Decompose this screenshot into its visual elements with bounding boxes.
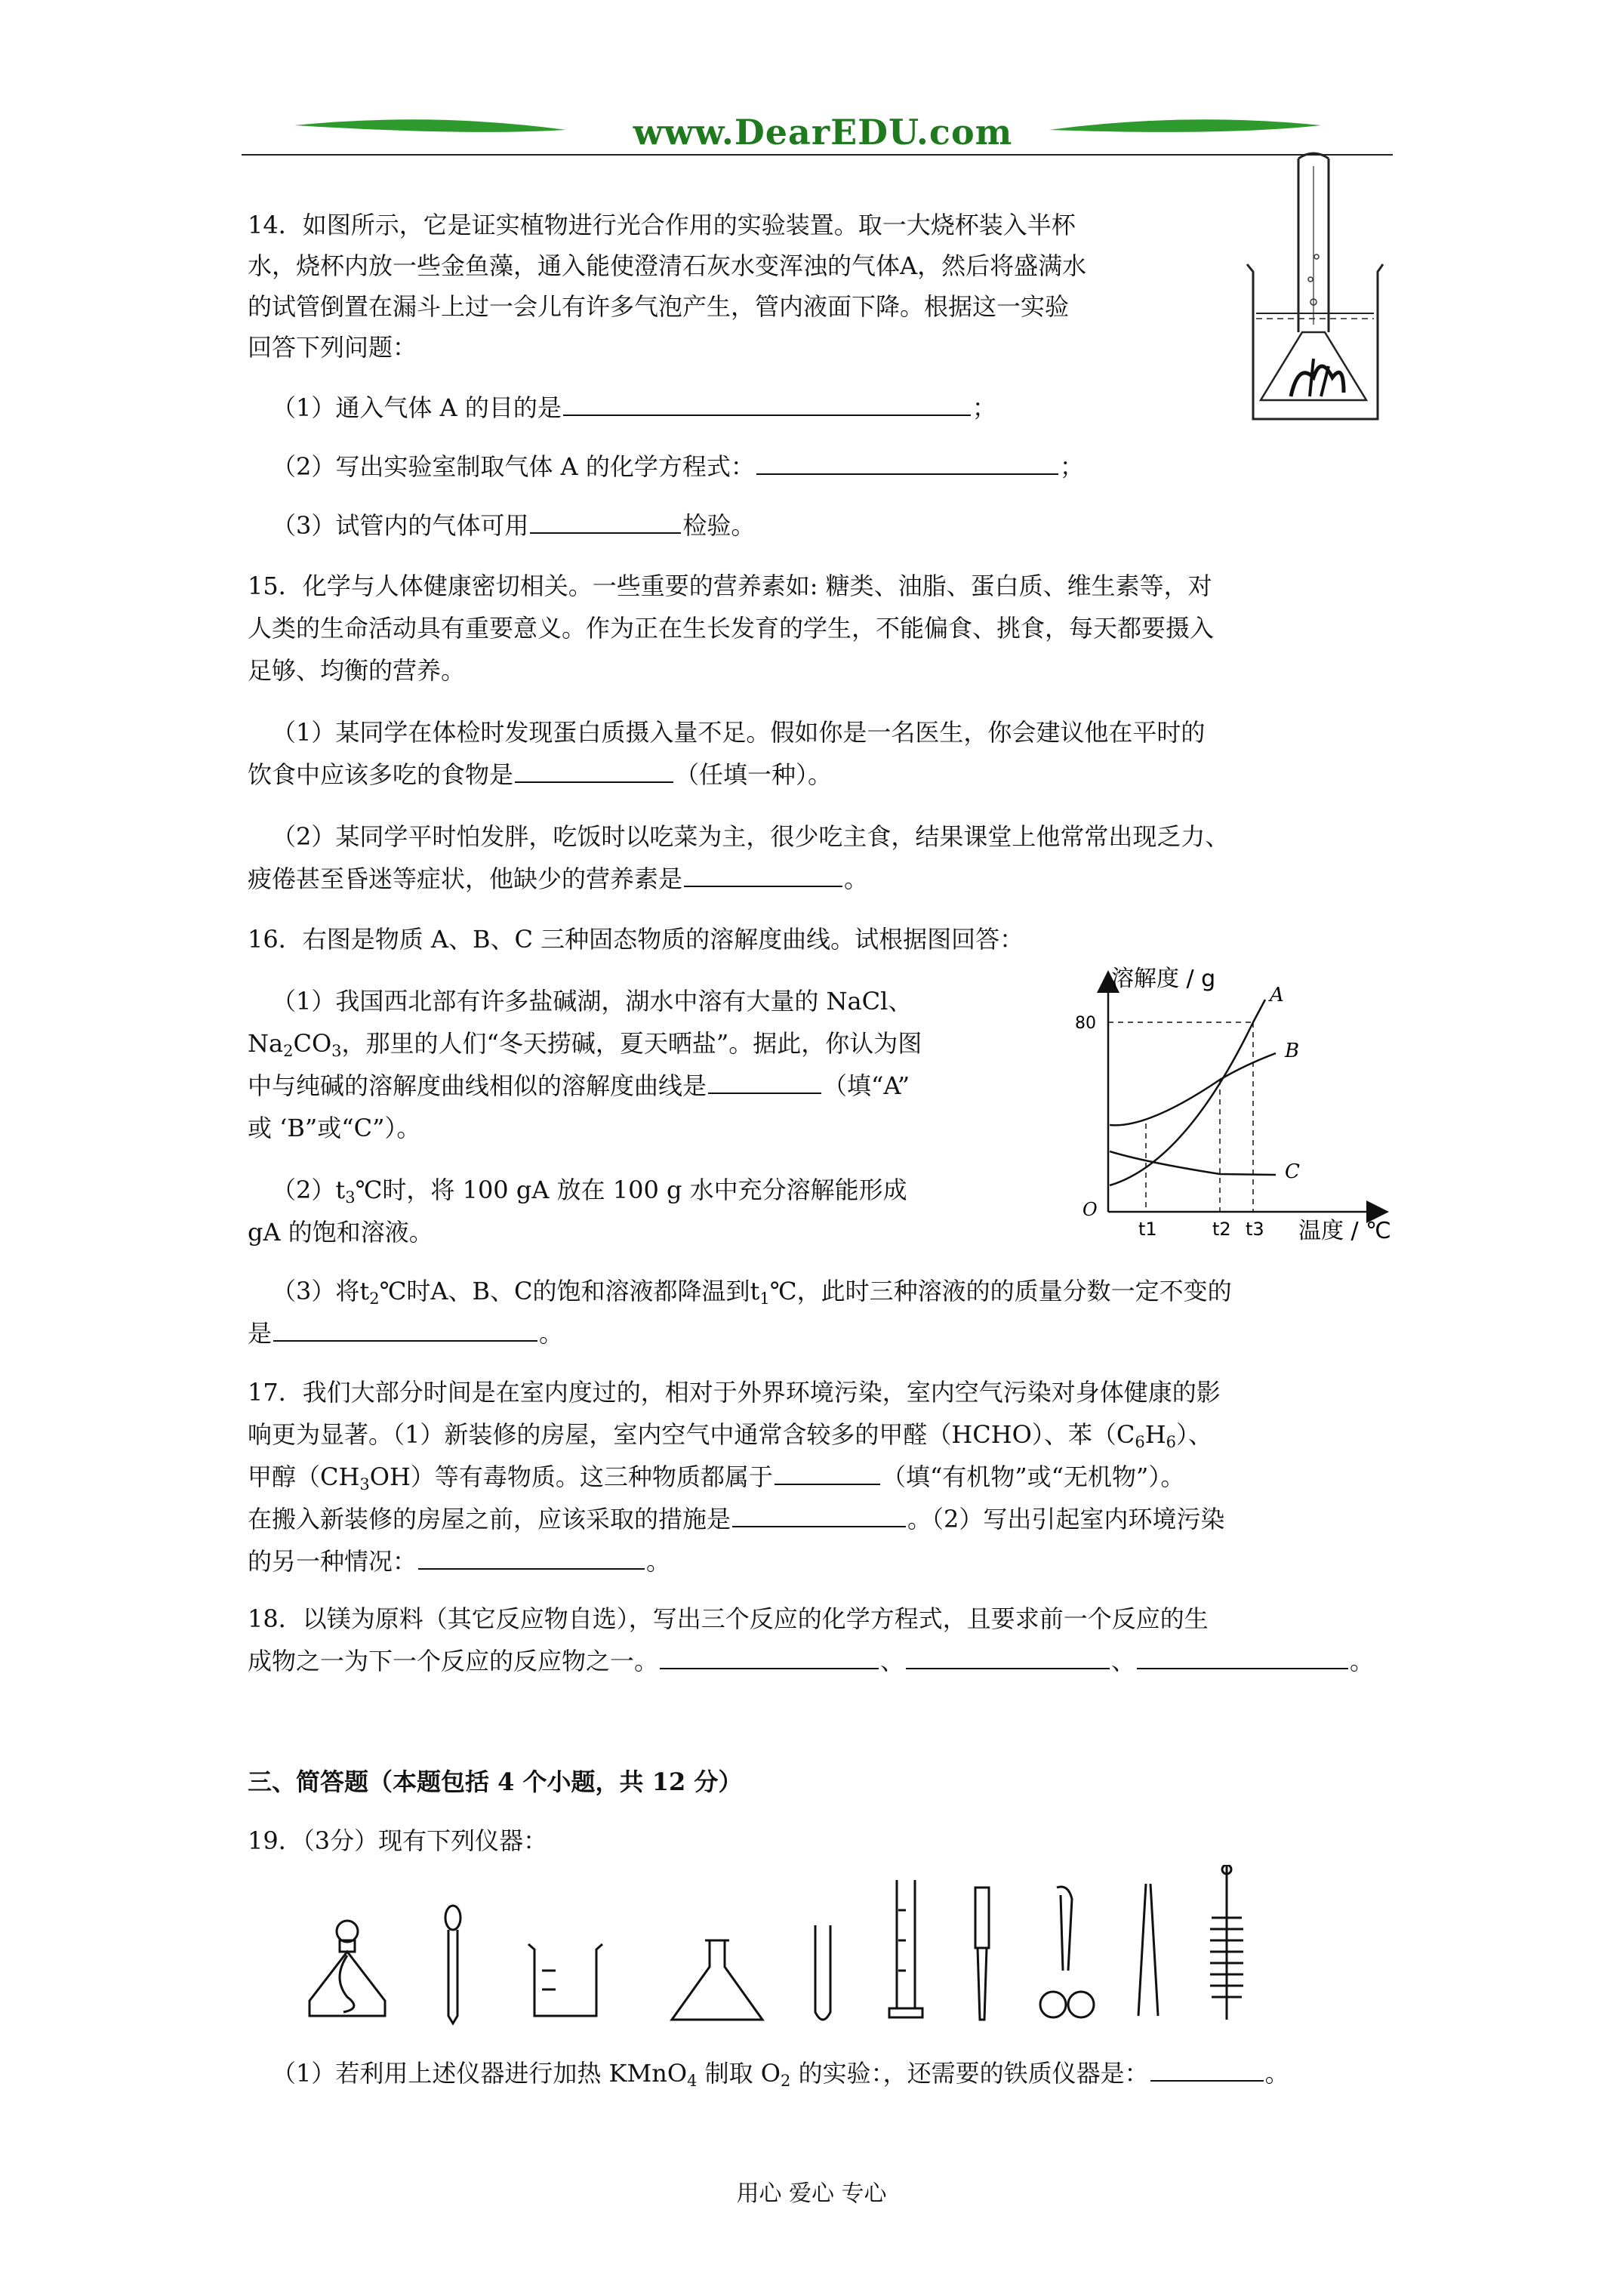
q15-part2-end: 。	[844, 864, 869, 893]
q18-line1: 18．以镁为原料（其它反应物自选），写出三个反应的化学方程式，且要求前一个反应的生	[248, 1604, 1209, 1633]
section3-title: 三、简答题（本题包括 4 个小题，共 12 分）	[248, 1767, 743, 1796]
q14-part2	[272, 444, 1084, 489]
x-tick-t3: t3	[1246, 1219, 1264, 1240]
q16-part3-sub-b: 1	[759, 1290, 770, 1308]
beaker-icon	[528, 1944, 602, 2016]
curve-C	[1110, 1151, 1276, 1175]
q17-sub-3: 3	[359, 1475, 370, 1493]
q16-part1-line4: 或 ‘B”或“C”）。	[248, 1114, 421, 1142]
test-tube-icon	[815, 1925, 830, 2020]
q17-line2-h: H	[1144, 1420, 1166, 1449]
q17-line4	[248, 1496, 1224, 1542]
crucible-tongs-icon	[1040, 1887, 1094, 2017]
q14-line3: 的试管倒置在漏斗上过一会儿有许多气泡产生，管内液面下降。根据这一实验	[248, 292, 1070, 321]
q18-blank-1[interactable]	[660, 1642, 879, 1669]
graduated-cylinder-icon	[889, 1880, 922, 2017]
q15-part1-line1: （1）某同学在体检时发现蛋白质摄入量不足。假如你是一名医生，你会建议他在平时的	[272, 718, 1206, 747]
q17-line5	[248, 1539, 670, 1584]
q19-part1-e: 的实验：，还需要的铁质仪器是：	[790, 2059, 1149, 2088]
q17-sub-h6: 6	[1166, 1433, 1177, 1451]
test-tube-holder-icon	[975, 1888, 989, 2020]
q14-part1-text: （1）通入气体 A 的目的是	[272, 393, 562, 422]
q17-line3-end: （填“有机物”或“无机物”）。	[881, 1462, 1185, 1491]
q14-part3	[272, 503, 755, 548]
q18-end: 。	[1350, 1647, 1375, 1675]
q14-part2-text: （2）写出实验室制取气体 A 的化学方程式：	[272, 452, 755, 481]
q15-part1-end: （任填一种）。	[675, 760, 833, 789]
q18-blank-3[interactable]	[1137, 1642, 1348, 1669]
q15-line3: 足够、均衡的营养。	[248, 656, 466, 685]
q17-blank-2[interactable]	[732, 1500, 906, 1527]
q17-line2-end: ）、	[1176, 1420, 1213, 1449]
y-tick-80: 80	[1075, 1014, 1096, 1033]
q14-part1-end: ；	[972, 393, 996, 422]
q16-co: CO	[293, 1029, 332, 1058]
q16-part1-end: （填“A”	[823, 1071, 910, 1100]
q14-part3-blank[interactable]	[530, 507, 681, 534]
q19-part1-c: 制取 O	[697, 2059, 781, 2088]
series-label-B: B	[1285, 1040, 1300, 1062]
photosynthesis-apparatus-figure	[1238, 151, 1389, 430]
q17-line4-b: 。（2）写出引起室内环境污染	[907, 1505, 1225, 1533]
q15-part1-line2	[248, 752, 832, 797]
q16-part3-sub-a: 2	[369, 1290, 380, 1308]
x-axis-label: 温度 / ℃	[1298, 1218, 1391, 1244]
q16-part3-c: ℃时A、B、C的饱和溶液都降温到t	[379, 1277, 760, 1305]
q16-part3-blank[interactable]	[273, 1314, 537, 1342]
instruments-figure	[302, 1865, 1359, 2031]
q19-line1: 19．（3分）现有下列仪器：	[248, 1826, 548, 1855]
q17-line2-a: 响更为显著。（1）新装修的房屋，室内空气中通常含较多的甲醛（HCHO）、苯（C	[248, 1420, 1135, 1449]
q16-part1-line3	[248, 1063, 910, 1108]
q16-part1-text: 中与纯碱的溶解度曲线相似的溶解度曲线是	[248, 1071, 707, 1100]
q18-sep-2: 、	[1111, 1647, 1136, 1675]
q18-line2-text: 成物之一为下一个反应的反应物之一。	[248, 1647, 659, 1675]
q17-line3	[248, 1454, 1184, 1499]
q16-part2-c: ℃时，将 100 gA 放在 100 g 水中充分溶解能形成	[355, 1176, 907, 1204]
q17-line5-end: 。	[646, 1547, 671, 1576]
q15-line2: 人类的生命活动具有重要意义。作为正在生长发育的学生，不能偏食、挑食，每天都要摄入	[248, 614, 1215, 643]
q16-part3-line1	[272, 1268, 1232, 1314]
q17-line4-a: 在搬入新装修的房屋之前，应该采取的措施是	[248, 1505, 731, 1533]
q14-part1	[272, 385, 996, 430]
series-label-A: A	[1270, 984, 1284, 1006]
q14-line2: 水，烧杯内放一些金鱼藻，通入能使澄清石灰水变浑浊的气体A，然后将盛满水	[248, 251, 1087, 280]
q16-na: Na	[248, 1029, 284, 1058]
q17-blank-1[interactable]	[775, 1458, 880, 1485]
header-rule	[242, 154, 1393, 156]
q17-sub-c6: 6	[1135, 1433, 1145, 1451]
q15-part1-text: 饮食中应该多吃的食物是	[248, 760, 514, 789]
site-title: www.DearEDU.com	[633, 112, 1013, 153]
q14-part3-text: （3）试管内的气体可用	[272, 511, 529, 540]
q19-part1-end: 。	[1264, 2059, 1289, 2088]
conical-flask-icon	[672, 1940, 762, 2020]
q14-part2-end: ；	[1059, 452, 1084, 481]
q14-part1-blank[interactable]	[563, 389, 971, 416]
q17-line2	[248, 1412, 1212, 1457]
q15-part1-blank[interactable]	[515, 756, 673, 783]
q16-part2-sub: 3	[345, 1188, 356, 1207]
q16-part3-line2	[248, 1311, 563, 1356]
q19-part1-blank[interactable]	[1150, 2054, 1264, 2082]
curve-B	[1110, 1053, 1276, 1125]
q17-line3-a: 甲醇（CH	[248, 1462, 360, 1491]
q17-line5-text: 的另一种情况：	[248, 1547, 417, 1576]
q19-part1	[272, 2051, 1289, 2096]
q17-blank-3[interactable]	[418, 1542, 645, 1570]
q19-part1-a: （1）若利用上述仪器进行加热 KMnO	[272, 2059, 688, 2088]
q14-line1: 14．如图所示，它是证实植物进行光合作用的实验装置。取一大烧杯装入半杯	[248, 211, 1076, 239]
q17-line1: 17．我们大部分时间是在室内度过的，相对于外界环境污染，室内空气污染对身体健康的影	[248, 1378, 1221, 1407]
q16-part3-e: ℃，此时三种溶液的的质量分数一定不变的	[769, 1277, 1232, 1305]
q16-part3-end: 。	[539, 1319, 564, 1348]
alcohol-lamp-icon	[310, 1921, 385, 2016]
q16-part3-a: （3）将t	[272, 1277, 370, 1305]
q14-line4: 回答下列问题：	[248, 333, 417, 362]
q18-sep-1: 、	[880, 1647, 905, 1675]
solubility-chart	[1072, 959, 1404, 1246]
q16-part2-line1	[272, 1167, 907, 1213]
q16-part2-a: （2）t	[272, 1176, 346, 1204]
series-label-C: C	[1285, 1160, 1300, 1183]
q19-sub-2: 2	[781, 2072, 791, 2090]
q15-line1: 15．化学与人体健康密切相关。一些重要的营养素如: 糖类、油脂、蛋白质、维生素等，对	[248, 572, 1212, 600]
test-tube-brush-icon	[1210, 1865, 1243, 2020]
q15-part2-line1: （2）某同学平时怕发胖，吃饭时以吃菜为主，很少吃主食，结果课堂上他常常出现乏力、	[272, 822, 1230, 851]
q16-part1-line2	[248, 1021, 922, 1066]
q14-part2-blank[interactable]	[756, 448, 1058, 475]
q17-line3-c: OH）等有毒物质。这三种物质都属于	[369, 1462, 773, 1491]
x-tick-t1: t1	[1138, 1219, 1157, 1240]
q16-part1-line1: （1）我国西北部有许多盐碱湖，湖水中溶有大量的 NaCl、	[272, 987, 913, 1015]
q15-part2-line2	[248, 856, 868, 901]
q16-part2-line2: gA 的饱和溶液。	[248, 1218, 433, 1247]
q16-sub-2: 2	[283, 1042, 294, 1060]
q16-part1-blank[interactable]	[708, 1067, 821, 1094]
q16-line1: 16．右图是物质 A、B、C 三种固态物质的溶解度曲线。试根据图回答：	[248, 925, 1024, 954]
q14-part3-end: 检验。	[682, 511, 756, 540]
page-footer: 用心 爱心 专心	[736, 2180, 887, 2207]
q18-blank-2[interactable]	[906, 1642, 1110, 1669]
q18-line2	[248, 1638, 1374, 1684]
y-axis-label: 溶解度 / g	[1111, 966, 1216, 992]
q15-part2-text: 疲倦甚至昏迷等症状，他缺少的营养素是	[248, 864, 683, 893]
origin-label: O	[1083, 1199, 1098, 1220]
x-tick-t2: t2	[1212, 1219, 1231, 1240]
q16-part3-text: 是	[248, 1319, 273, 1348]
q16-sub-3: 3	[331, 1042, 342, 1060]
dropper-icon	[445, 1906, 460, 2023]
q16-part1-rest: ，那里的人们“冬天捞碱，夏天晒盐”。据此，你认为图	[341, 1029, 922, 1058]
q19-sub-4: 4	[687, 2072, 698, 2090]
tweezers-icon	[1138, 1884, 1158, 2016]
q15-part2-blank[interactable]	[684, 860, 842, 887]
